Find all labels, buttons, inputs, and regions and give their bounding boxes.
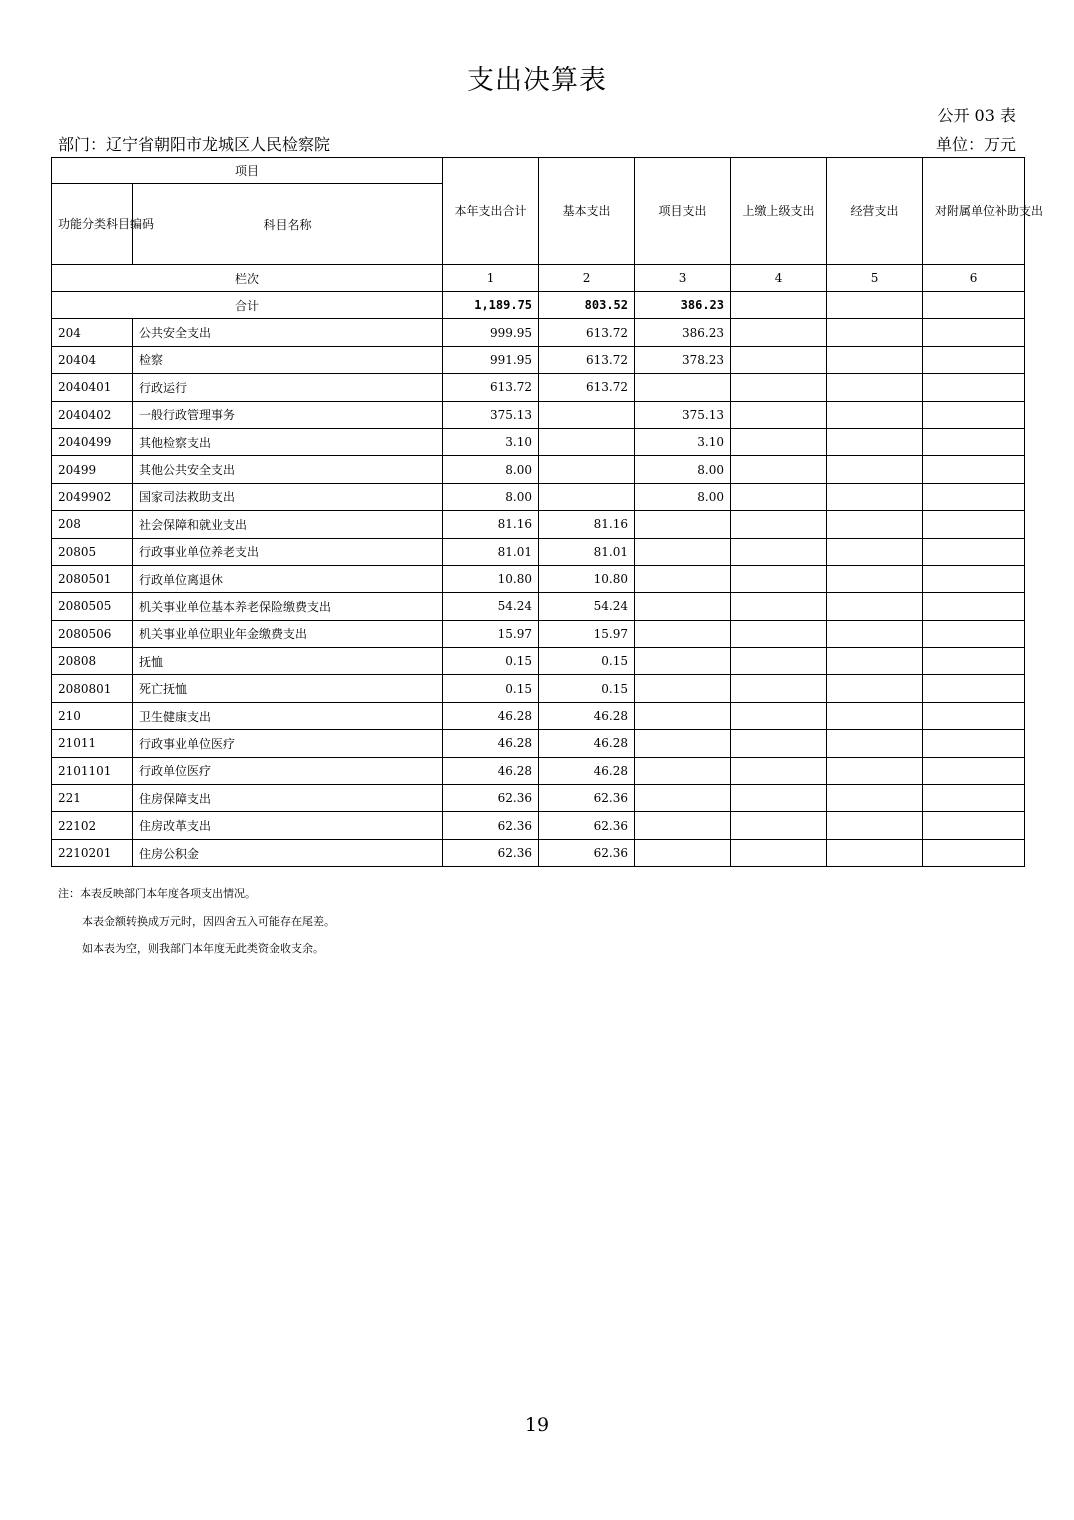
row-project bbox=[635, 374, 731, 401]
row-basic: 62.36 bbox=[539, 785, 635, 812]
row-name: 行政单位医疗 bbox=[133, 757, 443, 784]
row-name: 检察 bbox=[133, 346, 443, 373]
row-upper bbox=[731, 648, 827, 675]
row-project bbox=[635, 812, 731, 839]
row-business bbox=[827, 675, 923, 702]
row-business bbox=[827, 511, 923, 538]
row-upper bbox=[731, 565, 827, 592]
row-subsidy bbox=[923, 401, 1025, 428]
row-business bbox=[827, 593, 923, 620]
row-project bbox=[635, 785, 731, 812]
row-name: 住房保障支出 bbox=[133, 785, 443, 812]
row-basic: 0.15 bbox=[539, 675, 635, 702]
row-total: 54.24 bbox=[443, 593, 539, 620]
row-subsidy bbox=[923, 319, 1025, 346]
row-total: 46.28 bbox=[443, 757, 539, 784]
header-upper: 上缴上级支出 bbox=[731, 158, 827, 265]
row-basic bbox=[539, 456, 635, 483]
row-total: 62.36 bbox=[443, 812, 539, 839]
unit-label: 单位：万元 bbox=[935, 135, 1016, 154]
row-business bbox=[827, 428, 923, 455]
column-number: 5 bbox=[827, 265, 923, 292]
row-code: 221 bbox=[52, 785, 133, 812]
row-subsidy bbox=[923, 511, 1025, 538]
row-name: 行政单位离退休 bbox=[133, 565, 443, 592]
row-name: 卫生健康支出 bbox=[133, 702, 443, 729]
row-total: 15.97 bbox=[443, 620, 539, 647]
table-row bbox=[52, 401, 1025, 428]
header-code: 功能分类科目编码 bbox=[52, 184, 133, 265]
row-upper bbox=[731, 511, 827, 538]
row-project: 8.00 bbox=[635, 483, 731, 510]
footnotes bbox=[58, 880, 335, 963]
row-basic: 81.01 bbox=[539, 538, 635, 565]
row-subsidy bbox=[923, 428, 1025, 455]
department-label: 部门：辽宁省朝阳市龙城区人民检察院 bbox=[58, 135, 331, 154]
row-subsidy bbox=[923, 812, 1025, 839]
row-code: 2040402 bbox=[52, 401, 133, 428]
header-subsidy: 对附属单位补助支出 bbox=[923, 158, 1025, 265]
row-total: 991.95 bbox=[443, 346, 539, 373]
row-code: 20499 bbox=[52, 456, 133, 483]
row-name: 行政事业单位养老支出 bbox=[133, 538, 443, 565]
total-business bbox=[827, 292, 923, 319]
row-project bbox=[635, 675, 731, 702]
row-business bbox=[827, 565, 923, 592]
page-number: 19 bbox=[524, 1414, 550, 1436]
row-subsidy bbox=[923, 675, 1025, 702]
row-code: 2080506 bbox=[52, 620, 133, 647]
row-business bbox=[827, 812, 923, 839]
row-upper bbox=[731, 456, 827, 483]
row-total: 8.00 bbox=[443, 483, 539, 510]
total-subsidy bbox=[923, 292, 1025, 319]
expenditure-table bbox=[51, 157, 1044, 867]
row-upper bbox=[731, 346, 827, 373]
row-code: 2040499 bbox=[52, 428, 133, 455]
table-row bbox=[52, 511, 1025, 538]
total-basic: 803.52 bbox=[539, 292, 635, 319]
page-title: 支出决算表 bbox=[467, 65, 607, 96]
row-name: 社会保障和就业支出 bbox=[133, 511, 443, 538]
row-project bbox=[635, 565, 731, 592]
table-row bbox=[52, 839, 1025, 866]
row-total: 999.95 bbox=[443, 319, 539, 346]
table-row bbox=[52, 374, 1025, 401]
total-project: 386.23 bbox=[635, 292, 731, 319]
row-upper bbox=[731, 401, 827, 428]
total-upper bbox=[731, 292, 827, 319]
row-project: 8.00 bbox=[635, 456, 731, 483]
row-project bbox=[635, 702, 731, 729]
row-project bbox=[635, 757, 731, 784]
row-subsidy bbox=[923, 730, 1025, 757]
column-number: 1 bbox=[443, 265, 539, 292]
row-name: 公共安全支出 bbox=[133, 319, 443, 346]
total-row bbox=[52, 292, 1025, 319]
row-business bbox=[827, 702, 923, 729]
row-project bbox=[635, 538, 731, 565]
header-business: 经营支出 bbox=[827, 158, 923, 265]
row-upper bbox=[731, 812, 827, 839]
row-basic: 62.36 bbox=[539, 839, 635, 866]
table-row bbox=[52, 456, 1025, 483]
row-project: 3.10 bbox=[635, 428, 731, 455]
row-total: 0.15 bbox=[443, 675, 539, 702]
footnote: 本表金额转换成万元时，因四舍五入可能存在尾差。 bbox=[82, 914, 335, 928]
row-business bbox=[827, 401, 923, 428]
row-basic: 15.97 bbox=[539, 620, 635, 647]
column-number: 2 bbox=[539, 265, 635, 292]
row-name: 抚恤 bbox=[133, 648, 443, 675]
row-subsidy bbox=[923, 593, 1025, 620]
row-project bbox=[635, 839, 731, 866]
row-subsidy bbox=[923, 565, 1025, 592]
row-total: 62.36 bbox=[443, 785, 539, 812]
row-code: 2040401 bbox=[52, 374, 133, 401]
row-basic: 613.72 bbox=[539, 346, 635, 373]
row-code: 2049902 bbox=[52, 483, 133, 510]
row-business bbox=[827, 483, 923, 510]
row-total: 62.36 bbox=[443, 839, 539, 866]
column-number: 3 bbox=[635, 265, 731, 292]
row-business bbox=[827, 374, 923, 401]
row-subsidy bbox=[923, 374, 1025, 401]
row-code: 20404 bbox=[52, 346, 133, 373]
header-item: 项目 bbox=[52, 158, 443, 184]
row-name: 其他检察支出 bbox=[133, 428, 443, 455]
row-project bbox=[635, 730, 731, 757]
total-amount: 1,189.75 bbox=[443, 292, 539, 319]
table-row bbox=[52, 538, 1025, 565]
row-subsidy bbox=[923, 757, 1025, 784]
row-upper bbox=[731, 428, 827, 455]
row-business bbox=[827, 319, 923, 346]
row-basic bbox=[539, 483, 635, 510]
row-project: 378.23 bbox=[635, 346, 731, 373]
row-name: 住房公积金 bbox=[133, 839, 443, 866]
row-business bbox=[827, 730, 923, 757]
total-label: 合计 bbox=[52, 292, 443, 319]
row-basic: 613.72 bbox=[539, 319, 635, 346]
row-upper bbox=[731, 702, 827, 729]
row-basic: 46.28 bbox=[539, 702, 635, 729]
row-code: 210 bbox=[52, 702, 133, 729]
row-code: 2080505 bbox=[52, 593, 133, 620]
row-subsidy bbox=[923, 648, 1025, 675]
row-business bbox=[827, 648, 923, 675]
row-subsidy bbox=[923, 346, 1025, 373]
row-upper bbox=[731, 319, 827, 346]
row-project bbox=[635, 620, 731, 647]
table-row bbox=[52, 620, 1025, 647]
row-upper bbox=[731, 593, 827, 620]
table-row bbox=[52, 730, 1025, 757]
row-total: 46.28 bbox=[443, 730, 539, 757]
header-name: 科目名称 bbox=[133, 184, 443, 265]
row-upper bbox=[731, 730, 827, 757]
table-row bbox=[52, 812, 1025, 839]
row-project bbox=[635, 511, 731, 538]
footnote: 注：本表反映部门本年度各项支出情况。 bbox=[58, 887, 256, 900]
row-basic: 54.24 bbox=[539, 593, 635, 620]
row-business bbox=[827, 538, 923, 565]
row-basic: 0.15 bbox=[539, 648, 635, 675]
row-name: 其他公共安全支出 bbox=[133, 456, 443, 483]
row-total: 81.16 bbox=[443, 511, 539, 538]
form-number: 公开 03 表 bbox=[937, 106, 1016, 125]
row-business bbox=[827, 346, 923, 373]
row-total: 46.28 bbox=[443, 702, 539, 729]
row-basic bbox=[539, 401, 635, 428]
row-total: 81.01 bbox=[443, 538, 539, 565]
column-number: 4 bbox=[731, 265, 827, 292]
header-project: 项目支出 bbox=[635, 158, 731, 265]
row-name: 行政事业单位医疗 bbox=[133, 730, 443, 757]
table-row bbox=[52, 757, 1025, 784]
column-number: 6 bbox=[923, 265, 1025, 292]
row-code: 2080501 bbox=[52, 565, 133, 592]
column-number-row bbox=[52, 265, 1025, 292]
row-name: 机关事业单位基本养老保险缴费支出 bbox=[133, 593, 443, 620]
row-total: 3.10 bbox=[443, 428, 539, 455]
row-upper bbox=[731, 785, 827, 812]
row-project bbox=[635, 593, 731, 620]
table-row bbox=[52, 565, 1025, 592]
row-code: 21011 bbox=[52, 730, 133, 757]
row-subsidy bbox=[923, 702, 1025, 729]
row-project: 375.13 bbox=[635, 401, 731, 428]
table-row bbox=[52, 675, 1025, 702]
table-row bbox=[52, 648, 1025, 675]
row-code: 20805 bbox=[52, 538, 133, 565]
row-upper bbox=[731, 757, 827, 784]
row-total: 375.13 bbox=[443, 401, 539, 428]
header-total: 本年支出合计 bbox=[443, 158, 539, 265]
row-code: 208 bbox=[52, 511, 133, 538]
row-basic bbox=[539, 428, 635, 455]
row-subsidy bbox=[923, 785, 1025, 812]
table-row bbox=[52, 483, 1025, 510]
row-basic: 46.28 bbox=[539, 757, 635, 784]
row-name: 一般行政管理事务 bbox=[133, 401, 443, 428]
footnote: 如本表为空，则我部门本年度无此类资金收支余。 bbox=[82, 942, 324, 955]
row-business bbox=[827, 785, 923, 812]
row-upper bbox=[731, 538, 827, 565]
row-upper bbox=[731, 483, 827, 510]
row-total: 613.72 bbox=[443, 374, 539, 401]
row-project: 386.23 bbox=[635, 319, 731, 346]
row-upper bbox=[731, 620, 827, 647]
row-basic: 613.72 bbox=[539, 374, 635, 401]
row-business bbox=[827, 620, 923, 647]
table-row bbox=[52, 702, 1025, 729]
row-code: 204 bbox=[52, 319, 133, 346]
row-total: 8.00 bbox=[443, 456, 539, 483]
row-code: 20808 bbox=[52, 648, 133, 675]
row-basic: 62.36 bbox=[539, 812, 635, 839]
row-subsidy bbox=[923, 538, 1025, 565]
row-basic: 46.28 bbox=[539, 730, 635, 757]
row-subsidy bbox=[923, 483, 1025, 510]
row-code: 2080801 bbox=[52, 675, 133, 702]
table-row bbox=[52, 346, 1025, 373]
row-total: 0.15 bbox=[443, 648, 539, 675]
row-upper bbox=[731, 675, 827, 702]
row-name: 机关事业单位职业年金缴费支出 bbox=[133, 620, 443, 647]
table-row bbox=[52, 428, 1025, 455]
table-row bbox=[52, 319, 1025, 346]
row-total: 10.80 bbox=[443, 565, 539, 592]
row-subsidy bbox=[923, 620, 1025, 647]
row-upper bbox=[731, 839, 827, 866]
header-basic: 基本支出 bbox=[539, 158, 635, 265]
column-number-label: 栏次 bbox=[52, 265, 443, 292]
row-project bbox=[635, 648, 731, 675]
row-business bbox=[827, 456, 923, 483]
row-subsidy bbox=[923, 456, 1025, 483]
row-name: 死亡抚恤 bbox=[133, 675, 443, 702]
row-name: 行政运行 bbox=[133, 374, 443, 401]
table-row bbox=[52, 593, 1025, 620]
row-code: 2210201 bbox=[52, 839, 133, 866]
row-name: 住房改革支出 bbox=[133, 812, 443, 839]
row-upper bbox=[731, 374, 827, 401]
row-code: 22102 bbox=[52, 812, 133, 839]
row-subsidy bbox=[923, 839, 1025, 866]
row-business bbox=[827, 757, 923, 784]
table-row bbox=[52, 785, 1025, 812]
row-basic: 10.80 bbox=[539, 565, 635, 592]
row-name: 国家司法救助支出 bbox=[133, 483, 443, 510]
row-business bbox=[827, 839, 923, 866]
row-code: 2101101 bbox=[52, 757, 133, 784]
row-basic: 81.16 bbox=[539, 511, 635, 538]
